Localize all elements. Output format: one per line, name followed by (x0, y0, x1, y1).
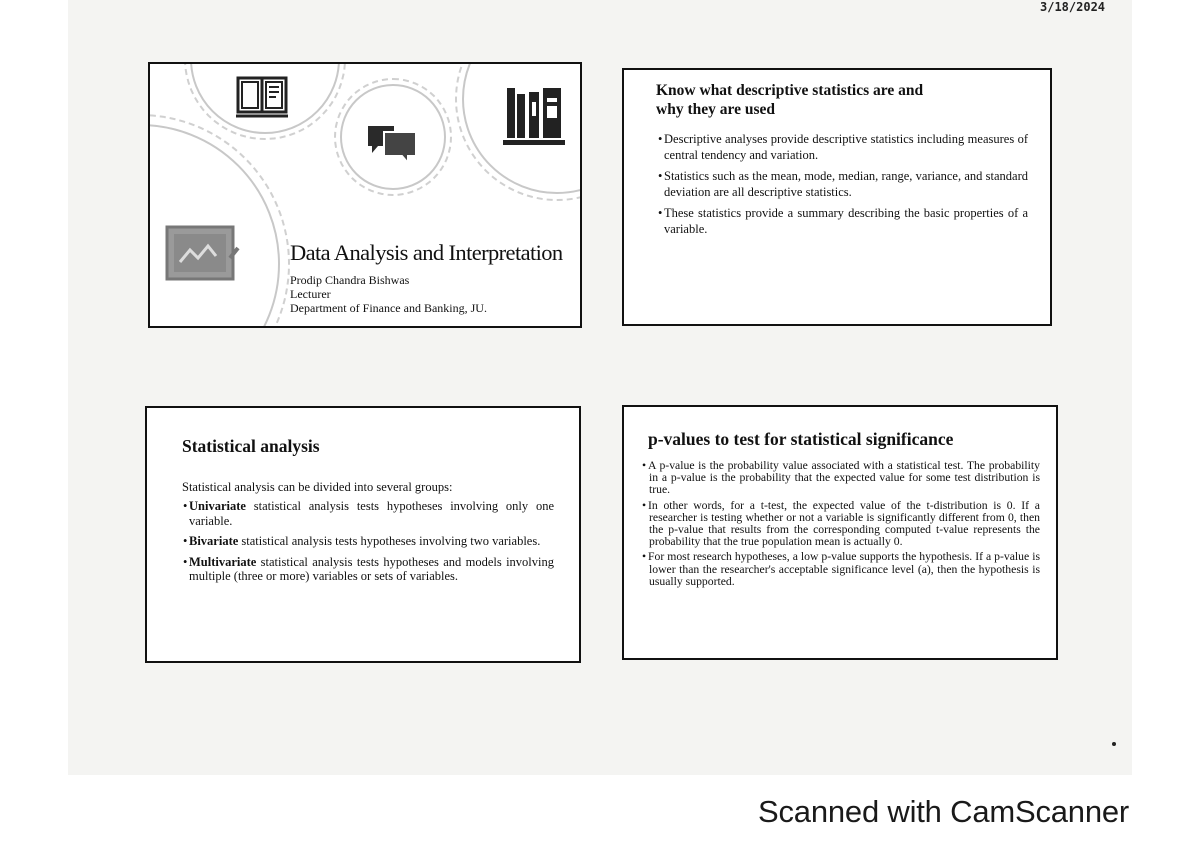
term: Univariate (189, 499, 246, 513)
slide-heading: p-values to test for statistical significance (648, 429, 954, 449)
slide-title-text: Data Analysis and Interpretation (290, 240, 563, 265)
list-item (656, 205, 1028, 237)
book-icon (234, 74, 290, 125)
list-item (182, 534, 554, 549)
author-block (290, 273, 487, 315)
bullet-icon: • (642, 550, 647, 564)
term: Multivariate (189, 554, 257, 569)
chat-bubbles-icon (364, 120, 420, 171)
list-item (640, 551, 1040, 588)
decor-circle (148, 114, 290, 328)
slide-heading: Statistical analysis (182, 436, 320, 456)
slide-heading (656, 81, 1036, 119)
books-shelf-icon (503, 84, 565, 153)
camscanner-watermark: Scanned with CamScanner (758, 794, 1130, 829)
scan-speck (1112, 742, 1116, 746)
list-item (640, 460, 1040, 497)
bullet-text: Descriptive analyses provide descriptive statistics including measures of central tendency and variation. (664, 132, 1028, 162)
slide-intro: Statistical analysis can be divided into several groups: (182, 480, 453, 494)
chart-board-icon (164, 224, 240, 289)
slide-title (148, 62, 582, 328)
bullet-text: Statistics such as the mean, mode, median, range, variance, and standard deviation are all descriptive statistics. (664, 169, 1028, 199)
bullet-icon: • (658, 132, 663, 146)
bullet-text: A p-value is the probability value associated with a statistical test. The probability in a p-value is the probability that the expected value for some test distribution is true. (648, 459, 1040, 497)
bullet-text: For most research hypotheses, a low p-value supports the hypothesis. If a p-value is lower than the researcher's acceptable significance level (a), then the hypothesis is usually supported. (648, 550, 1040, 588)
bullet-list (656, 131, 1028, 242)
bullet-icon: • (642, 459, 647, 472)
bullet-icon: • (183, 534, 188, 548)
bullet-list (182, 499, 554, 590)
bullet-icon: • (183, 554, 188, 569)
bullet-icon: • (183, 499, 188, 513)
bullet-text: These statistics provide a summary describing the basic properties of a variable. (664, 206, 1028, 236)
bullet-text: statistical analysis tests hypotheses involving two variables. (238, 534, 541, 548)
bullet-icon: • (658, 206, 663, 220)
print-date: 3/18/2024 (1040, 0, 1106, 14)
bullet-text: statistical analysis tests hypotheses involving only one variable. (189, 499, 554, 528)
bullet-icon: • (642, 498, 647, 512)
slide-descriptive-statistics (622, 68, 1052, 326)
heading-line: Know what descriptive statistics are and (656, 82, 924, 99)
list-item (182, 499, 554, 528)
author-department: Department of Finance and Banking, JU. (290, 301, 487, 315)
slide-p-values (622, 405, 1058, 660)
bullet-text: In other words, for a t-test, the expected value of the t-distribution is 0. If a researcher is testing whether or not a variable is significantly different from 0, then the p-value that results from the corresponding computed t-value represents the probability that the true population mean is actually 0. (648, 498, 1040, 549)
slide-statistical-analysis (145, 406, 581, 663)
author-role: Lecturer (290, 287, 331, 301)
list-item (640, 500, 1040, 549)
bullet-list (640, 460, 1040, 591)
list-item (656, 131, 1028, 163)
author-name: Prodip Chandra Bishwas (290, 273, 410, 287)
bullet-icon: • (658, 169, 663, 183)
list-item (182, 555, 554, 584)
heading-line: why they are used (656, 101, 775, 118)
bullet-text: statistical analysis tests hypotheses and models involving multiple (three or more) variables or sets of variables. (189, 554, 554, 583)
list-item (656, 168, 1028, 200)
term: Bivariate (189, 534, 239, 548)
